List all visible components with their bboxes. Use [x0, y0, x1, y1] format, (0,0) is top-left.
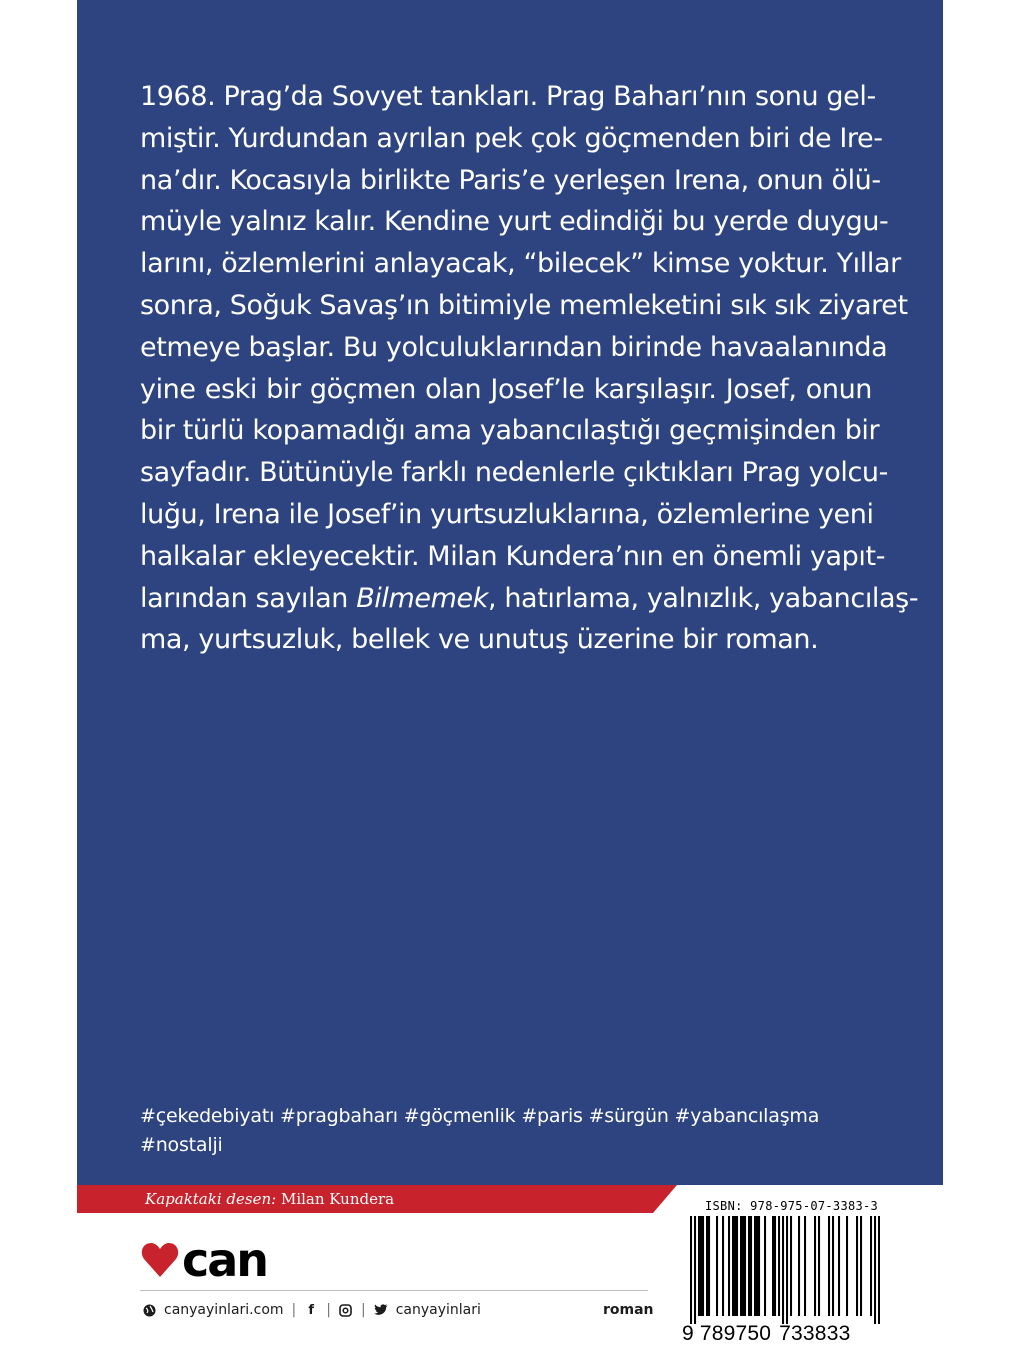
barcode-bar — [700, 1216, 702, 1316]
hashtags-line: #çekedebiyatı #pragbaharı #göçmenlik #paris #sürgün #yabancılaşma — [140, 1105, 820, 1127]
blurb-text-fragment: larından sayılan — [140, 582, 357, 614]
publisher-logo — [140, 1233, 268, 1287]
genre-label: roman — [603, 1302, 654, 1318]
barcode-bar — [694, 1216, 696, 1324]
hashtags — [140, 1102, 860, 1160]
blurb-line — [140, 578, 919, 620]
barcode-bar — [736, 1216, 738, 1316]
barcode-bar — [772, 1216, 774, 1316]
heart-icon — [140, 1240, 180, 1280]
barcode-digit-first: 9 — [682, 1322, 694, 1345]
barcode-bar — [702, 1216, 704, 1316]
barcode-bar — [722, 1216, 724, 1316]
blurb-line: ma, yurtsuzluk, bellek ve unutuş üzerine bir roman. — [140, 624, 819, 656]
barcode-bar — [716, 1216, 718, 1316]
barcode-bar — [818, 1216, 820, 1316]
barcode-bar — [774, 1216, 776, 1316]
barcode-bar — [828, 1216, 830, 1316]
barcode-bar — [814, 1216, 816, 1316]
blurb-line: larını, özlemlerini anlayacak, “bilecek” kimse yoktur. Yıllar — [140, 248, 901, 280]
instagram-icon[interactable] — [339, 1303, 353, 1317]
barcode-bar — [856, 1216, 858, 1316]
facebook-icon[interactable]: f — [308, 1302, 315, 1318]
credit-artist: Milan Kundera — [280, 1190, 395, 1208]
website-link[interactable]: canyayinlari.com — [164, 1302, 284, 1318]
barcode-bar — [728, 1216, 730, 1316]
divider-bar: | — [326, 1302, 331, 1318]
barcode-bar — [798, 1216, 800, 1316]
barcode-bar — [706, 1216, 708, 1316]
barcode-bar — [744, 1216, 746, 1316]
barcode-bar — [708, 1216, 710, 1316]
blurb-text — [140, 76, 919, 661]
blurb-line: 1968. Prag’da Sovyet tankları. Prag Baharı’nın sonu gel- — [140, 81, 876, 112]
barcode-bar — [878, 1216, 880, 1324]
barcode-bar — [790, 1216, 792, 1316]
barcode-bar — [756, 1216, 758, 1316]
barcode-bar — [786, 1216, 788, 1324]
barcode-bar — [754, 1216, 756, 1316]
blurb-line: bir türlü kopamadığı ama yabancılaştığı geçmişinden bir — [140, 415, 880, 447]
barcode-bar — [846, 1216, 848, 1316]
divider-bar: | — [291, 1302, 297, 1318]
barcode-bar — [874, 1216, 876, 1324]
isbn-label: ISBN: 978-975-07-3383-3 — [705, 1199, 879, 1213]
barcode-bar — [690, 1216, 692, 1324]
barcode-bar — [740, 1216, 742, 1316]
cover-art-credit — [145, 1189, 394, 1209]
barcode-digits-right: 733833 — [779, 1322, 851, 1345]
blurb-line: etmeye başlar. Bu yolculuklarından birinde havaalanında — [140, 331, 888, 363]
blurb-line: halkalar ekleyecektir. Milan Kundera’nın en önemli yapıt- — [140, 540, 886, 572]
globe-icon — [142, 1303, 156, 1317]
divider — [140, 1290, 648, 1291]
blurb-line: na’dır. Kocasıyla birlikte Paris’e yerleşen Irena, onun ölü- — [140, 164, 881, 196]
credit-label: Kapaktaki desen: — [145, 1190, 277, 1208]
barcode-bar — [698, 1216, 700, 1316]
barcode-bar — [804, 1216, 806, 1316]
barcode-bar — [782, 1216, 784, 1324]
barcode-bar — [870, 1216, 872, 1316]
barcode-bar — [750, 1216, 752, 1316]
blurb-line: miştir. Yurdundan ayrılan pek çok göçmenden biri de Ire- — [140, 122, 883, 154]
barcode-bar — [860, 1216, 862, 1316]
blurb-line: sonra, Soğuk Savaş’ın bitimiyle memleketini sık sık ziyaret — [140, 289, 908, 321]
barcode-number — [682, 1322, 882, 1346]
barcode-bar — [764, 1216, 766, 1316]
blurb-line: müyle yalnız kalır. Kendine yurt edindiği bu yerde duygu- — [140, 206, 889, 238]
barcode-bar — [838, 1216, 840, 1316]
publisher-links — [142, 1302, 481, 1318]
blurb-line: luğu, Irena ile Josef’in yurtsuzluklarına, özlemlerine yeni — [140, 498, 874, 530]
blurb-line: sayfadır. Bütünüyle farklı nedenlerle çıktıkları Prag yolcu- — [140, 457, 888, 489]
barcode-bar — [734, 1216, 736, 1316]
twitter-icon[interactable] — [374, 1303, 388, 1317]
barcode-bar — [732, 1216, 734, 1316]
barcode-bar — [832, 1216, 834, 1316]
blurb-line: yine eski bir göçmen olan Josef’le karşılaşır. Josef, onun — [140, 373, 872, 405]
barcode-bar — [758, 1216, 760, 1316]
logo-wordmark: can — [182, 1233, 268, 1287]
hashtags-line: #nostalji — [140, 1134, 223, 1156]
barcode-bar — [778, 1216, 780, 1316]
social-handle[interactable]: canyayinlari — [395, 1302, 481, 1318]
barcode-digits-left: 789750 — [699, 1322, 772, 1345]
book-title-italic: Bilmemek — [356, 582, 488, 614]
divider-bar: | — [360, 1302, 366, 1318]
barcode-bar — [748, 1216, 750, 1316]
barcode — [690, 1216, 880, 1324]
barcode-bar — [742, 1216, 744, 1316]
blurb-text-fragment: , hatırlama, yalnızlık, yabancılaş- — [487, 582, 919, 614]
